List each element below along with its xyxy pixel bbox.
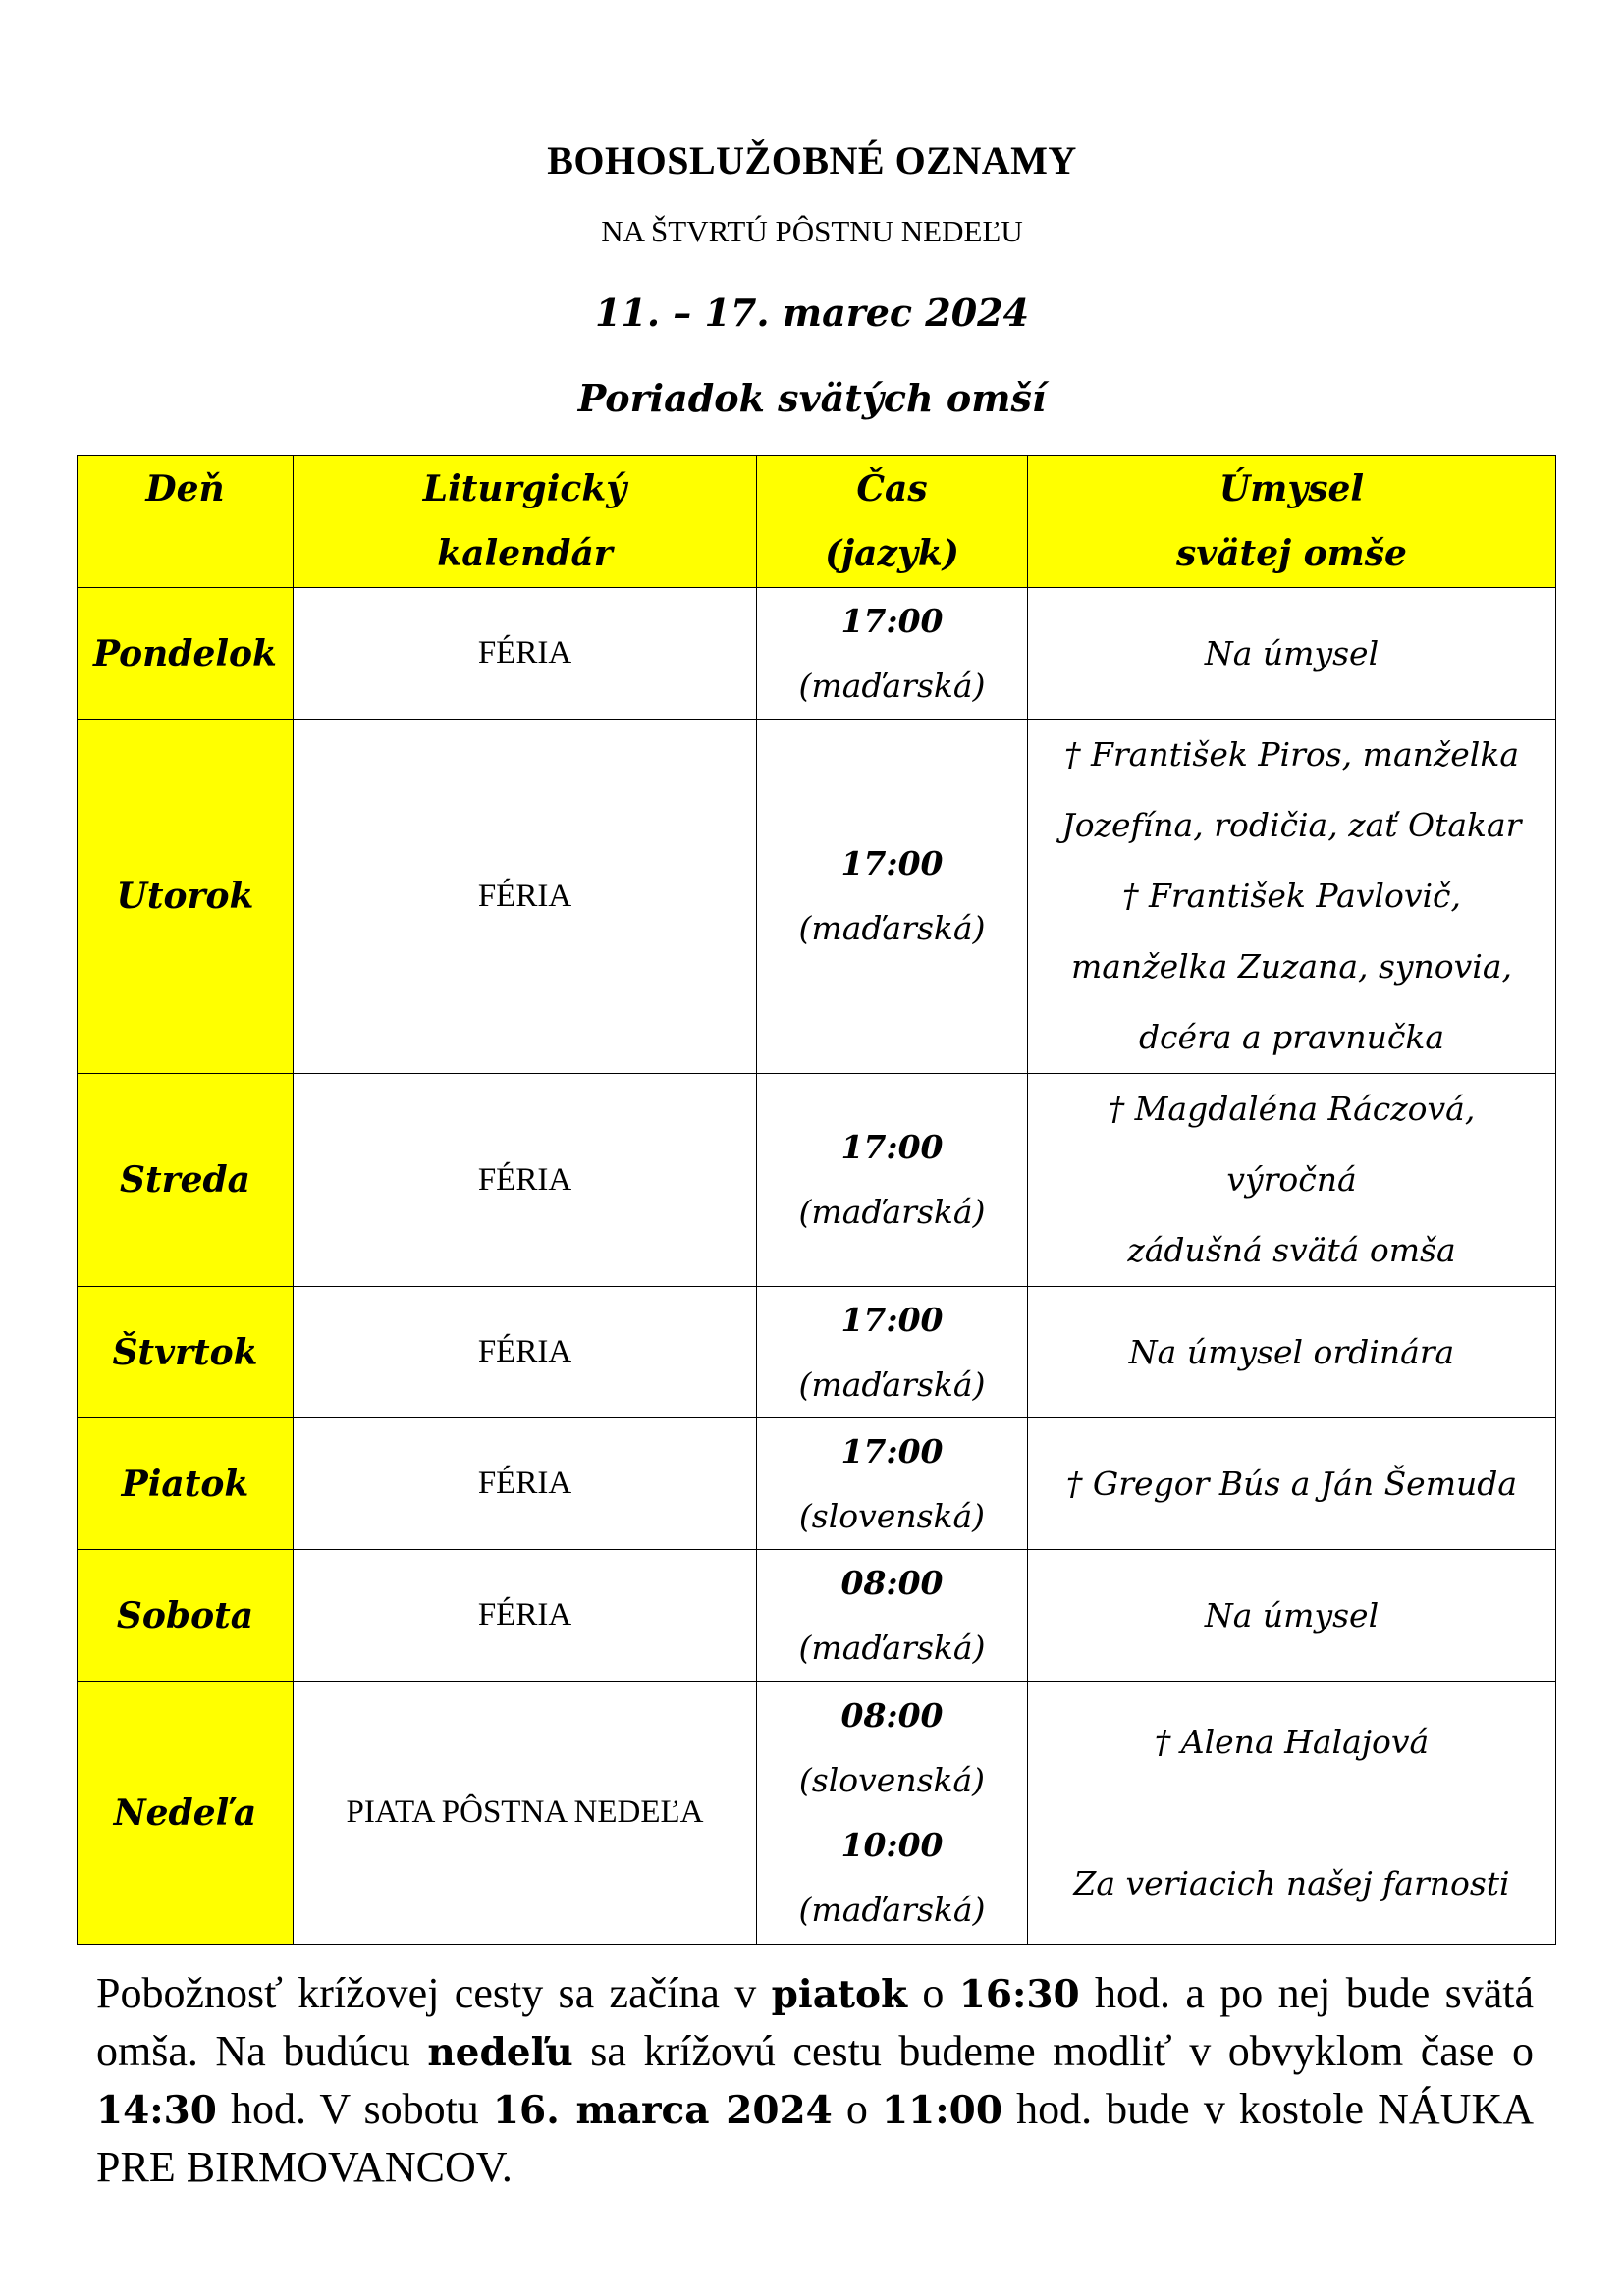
table-row: [78, 1418, 1556, 1550]
col-header-liturgical-calendar: Liturgický kalendár: [294, 456, 757, 588]
footer-announcement: Pobožnosť krížovej cesty sa začína v piatok o 16:30 hod. a po nej bude svätá omša. Na budúcu nedeľu sa krížovú cestu budeme modliť v obvyklom čase o 14:30 hod. V sobotu 16. marca 2024 o 11:00 hod. bude v kostole NÁUKA PRE BIRMOVANCOV.: [96, 1969, 1535, 2191]
time-cell: 17:00 (maďarská): [757, 720, 1028, 1074]
table-row: [78, 1682, 1556, 1945]
liturgical-cell: FÉRIA: [294, 1418, 757, 1550]
intention-cell: † František Piros, manželka Jozefína, rodičia, zať Otakar † František Pavlovič, manželka Zuzana, synovia, dcéra a pravnučka: [1028, 720, 1556, 1074]
liturgical-cell: PIATA PÔSTNA NEDEĽA: [294, 1682, 757, 1945]
intention-cell: Na úmysel ordinára: [1028, 1287, 1556, 1418]
table-row: [78, 720, 1556, 1074]
time-cell: 08:00 (maďarská): [757, 1550, 1028, 1682]
time-cell: 17:00 (maďarská): [757, 1287, 1028, 1418]
col-header-day: Deň: [78, 456, 294, 588]
col-header-time: Čas (jazyk): [757, 456, 1028, 588]
intention-cell: † Alena Halajová Za veriacich našej farnosti: [1028, 1682, 1556, 1945]
liturgical-cell: FÉRIA: [294, 1550, 757, 1682]
liturgical-cell: FÉRIA: [294, 1287, 757, 1418]
date-range: 11. – 17. marec 2024: [594, 291, 1030, 335]
day-cell: Nedeľa: [78, 1682, 294, 1945]
table-row: [78, 1287, 1556, 1418]
time-cell: 17:00 (maďarská): [757, 1074, 1028, 1287]
day-cell: Štvrtok: [78, 1287, 294, 1418]
intention-cell: † Magdaléna Ráczová, výročná zádušná svätá omša: [1028, 1074, 1556, 1287]
table-header-row: [78, 456, 1556, 588]
intention-cell: Na úmysel: [1028, 588, 1556, 720]
day-cell: Sobota: [78, 1550, 294, 1682]
section-heading: Poriadok svätých omší: [577, 376, 1047, 420]
day-cell: Utorok: [78, 720, 294, 1074]
time-cell: 17:00 (slovenská): [757, 1418, 1028, 1550]
table-row: [78, 588, 1556, 720]
table-row: [78, 1074, 1556, 1287]
day-cell: Pondelok: [78, 588, 294, 720]
liturgical-cell: FÉRIA: [294, 720, 757, 1074]
day-cell: Streda: [78, 1074, 294, 1287]
mass-schedule-table: [77, 455, 1556, 1945]
time-cell: 08:00 (slovenská) 10:00 (maďarská): [757, 1682, 1028, 1945]
liturgical-cell: FÉRIA: [294, 1074, 757, 1287]
day-cell: Piatok: [78, 1418, 294, 1550]
page-title: BOHOSLUŽOBNÉ OZNAMY: [547, 138, 1077, 183]
liturgical-cell: FÉRIA: [294, 588, 757, 720]
col-header-intention: Úmysel svätej omše: [1028, 456, 1556, 588]
intention-cell: † Gregor Bús a Ján Šemuda: [1028, 1418, 1556, 1550]
table-row: [78, 1550, 1556, 1682]
intention-cell: Na úmysel: [1028, 1550, 1556, 1682]
page-subtitle: NA ŠTVRTÚ PÔSTNU NEDEĽU: [601, 214, 1023, 248]
time-cell: 17:00 (maďarská): [757, 588, 1028, 720]
